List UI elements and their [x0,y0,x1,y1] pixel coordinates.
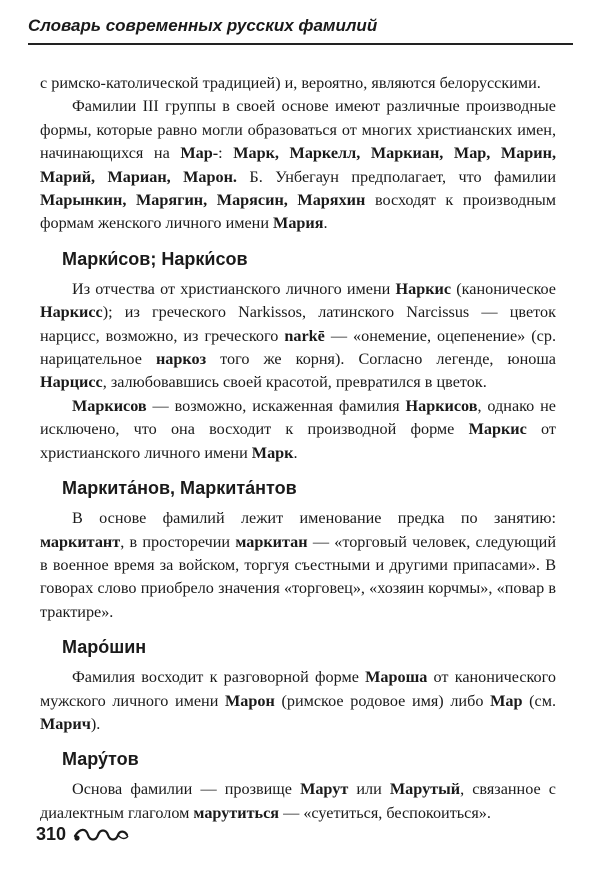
entry-maroshin-paragraph: Фамилия восходит к разговорной форме Мароша от канонического мужского личного имени Марон (римское родовое имя) либо Мар (см. Марич). [40,668,556,733]
bold-term: Марынкин, Марягин, Марясин, Маряхин [40,191,366,210]
entry-heading-maroshin: Маро́шин [62,637,147,658]
paragraph-intro: с римско-католической традицией) и, вероятно, являются белорусскими. [40,74,541,92]
swash-ornament-icon [72,826,130,844]
paragraph-group-three: Фамилии III группы в своей основе имеют различные производные формы, которые равно могли образоваться от многих христианских имен, начинающихся на Мар-: Марк, Маркелл, Маркиан, Мар, Марин, Марий, Мариан, Марон. Б. Унбегаун предполагает, что фамилии Марынкин, Марягин, Марясин, Маряхин восходят к производным формам женского личного имени Мария. [40,97,557,233]
bold-term: Мар- [180,144,219,163]
bold-term: Марк, Маркелл, Маркиан, Мар, Марин, Марий, Мариан, Марон. [40,144,557,186]
bold-term: Марк [251,443,294,462]
bold-term: Наркисов [405,396,478,415]
page-footer [36,824,130,845]
entry-markitanov-paragraph: В основе фамилий лежит именование предка по занятию: маркитант, в просторечии маркитан — «торговый человек, следующий в военное время за войском, торгуя съестными и другими припасами». В говорах слово приобрело значения «торговец», «хозяин корчмы», «повар в трактире». [40,509,556,621]
body-text [40,72,556,825]
entry-markisov-paragraph-1: Из отчества от христианского личного имени Наркис (каноническое Наркисс); из греческого Narkissos, латинского Narcissus — цветок нарцисс, возможно, из греческого narkē — «онемение, оцепенение» (ср. нарицательное наркоз того же корня). Согласно легенде, юноша Нарцисс, залюбовавшись своей красотой, превратился в цветок. [40,279,556,392]
bold-term: Мария [273,214,324,233]
page-number: 310 [36,824,67,844]
bold-term: narkē [284,326,325,345]
entry-heading-markitanov: Маркита́нов, Маркита́нтов [62,478,297,499]
bold-term: Наркис [395,279,452,298]
bold-term: Марон [225,691,275,710]
bold-term: Мар [490,691,523,710]
bold-term: Марут [300,780,349,799]
entry-marutov-paragraph: Основа фамилии — прозвище Марут или Марутый, связанное с диалектным глаголом марутиться — «суетиться, беспокоиться». [40,780,556,822]
entry-heading-markisov: Марки́сов; Нарки́сов [62,248,248,269]
bold-term: Маркис [468,420,527,439]
bold-term: маркитан [235,532,308,551]
bold-term: Марутый [389,780,461,799]
bold-term: маркитант [40,532,121,551]
bold-term: марутиться [193,803,280,822]
bold-term: Наркисс [40,303,103,322]
bold-term: Маркисов [72,396,147,415]
entry-heading-marutov: Мару́тов [62,749,139,770]
running-head: Словарь современных русских фамилий [28,16,573,45]
bold-term: Мароша [365,668,428,687]
entry-markisov-paragraph-2: Маркисов — возможно, искаженная фамилия Наркисов, однако не исключено, что она восходит к производной форме Маркис от христианского личного имени Марк. [40,396,556,462]
bold-term: наркоз [155,350,207,369]
bold-term: Марич [40,714,91,733]
bold-term: Нарцисс [40,373,103,392]
